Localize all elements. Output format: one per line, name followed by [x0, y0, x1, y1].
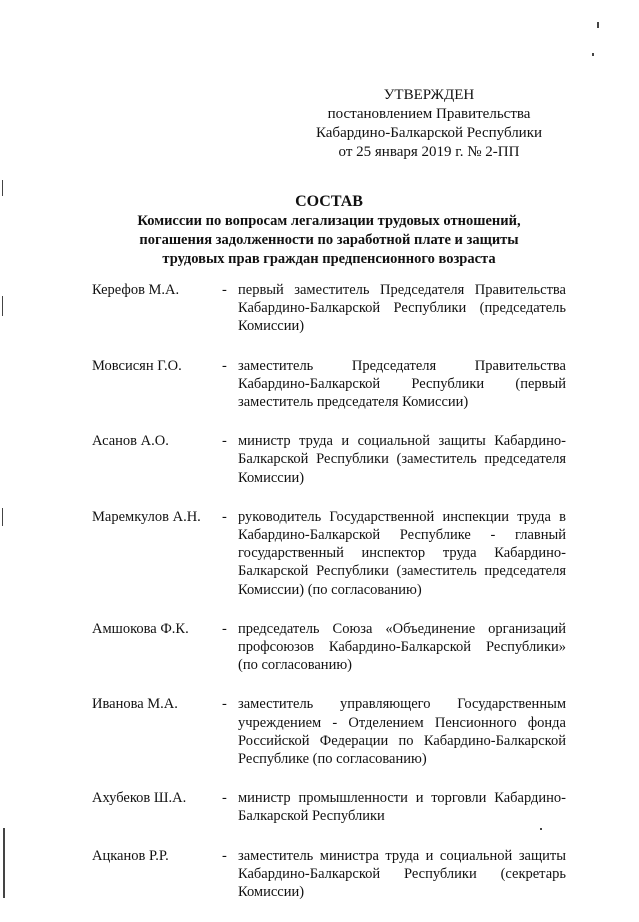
member-dash: - [222, 508, 227, 525]
scan-speck [2, 180, 3, 196]
scan-speck [3, 828, 5, 898]
document-title: СОСТАВ [295, 193, 363, 210]
member-role: заместитель Председателя Правительства Кабардино-Балкарской Республики (первый заместитель председателя Комиссии) [238, 357, 566, 411]
document-subtitle-line-3: трудовых прав граждан предпенсионного возраста [162, 251, 496, 267]
document-subtitle-line-1: Комиссии по вопросам легализации трудовых отношений, [137, 213, 521, 229]
member-dash: - [222, 620, 227, 637]
commission-members-list [92, 281, 566, 922]
member-entry [92, 620, 566, 675]
member-dash: - [222, 282, 227, 298]
member-name: Асанов А.О. [92, 433, 169, 450]
scan-speck [2, 508, 3, 526]
member-role: министр промышленности и торговли Кабардино-Балкарской Республики [238, 790, 566, 825]
member-role: первый заместитель Председателя Правительства Кабардино-Балкарской Республики (председатель Комиссии) [238, 282, 566, 335]
scan-speck [540, 828, 542, 830]
member-role: руководитель Государственной инспекции труда в Кабардино-Балкарской Республике - главный государственный инспектор труда Кабардино-Балкарской Республики (заместитель председателя Комиссии) (по согласованию) [238, 508, 566, 598]
member-entry [92, 357, 566, 412]
member-dash: - [222, 696, 227, 713]
member-entry [92, 789, 566, 825]
approval-basis: постановлением Правительства [327, 106, 531, 122]
member-entry [92, 847, 566, 902]
member-entry [92, 695, 566, 768]
member-dash: - [222, 847, 227, 864]
scan-speck [592, 53, 594, 56]
member-dash: - [222, 433, 227, 450]
member-name: Керефов М.А. [92, 282, 180, 298]
member-role: заместитель управляющего Государственным учреждением - Отделением Пенсионного фонда Российской Федерации по Кабардино-Балкарской Республике (по согласованию) [238, 696, 566, 768]
member-dash: - [222, 357, 227, 374]
member-dash: - [222, 790, 227, 807]
member-name: Амшокова Ф.К. [92, 620, 189, 637]
member-role: министр труда и социальной защиты Кабардино-Балкарской Республики (заместитель председателя Комиссии) [238, 433, 566, 486]
member-role: заместитель министра труда и социальной защиты Кабардино-Балкарской Республики (секретарь Комиссии) [238, 847, 566, 901]
scan-speck [2, 296, 3, 316]
document-subtitle-line-2: погашения задолженности по заработной плате и защиты [139, 232, 519, 248]
member-role: председатель Союза «Объединение организаций профсоюзов Кабардино-Балкарской Республики» (по согласованию) [238, 620, 566, 674]
approval-status: УТВЕРЖДЕН [383, 87, 475, 103]
member-name: Мовсисян Г.О. [92, 357, 182, 374]
member-name: Ахубеков Ш.А. [92, 790, 187, 807]
document-heading [90, 192, 568, 269]
member-name: Иванова М.А. [92, 696, 178, 713]
member-name: Маремкулов А.Н. [92, 508, 201, 525]
member-entry [92, 432, 566, 487]
approval-authority: Кабардино-Балкарской Республики [315, 125, 543, 141]
approval-stamp [299, 86, 559, 162]
scan-speck [597, 22, 599, 28]
member-entry [92, 281, 566, 336]
member-entry [92, 508, 566, 599]
approval-date-number: от 25 января 2019 г. № 2-ПП [338, 144, 520, 160]
member-name: Ацканов Р.Р. [92, 847, 169, 864]
